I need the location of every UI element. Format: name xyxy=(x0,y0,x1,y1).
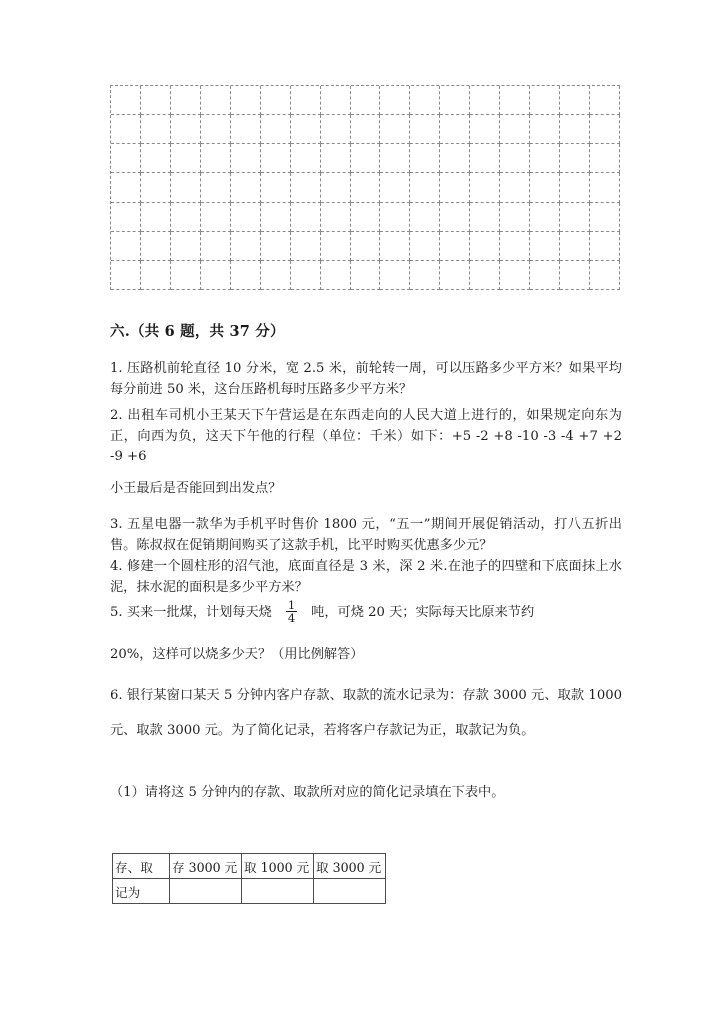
question-5-line-1 xyxy=(110,600,622,625)
grid-cell xyxy=(380,144,410,173)
grid-cell xyxy=(500,232,530,261)
grid-cell xyxy=(321,86,351,115)
fraction-numerator: 1 xyxy=(287,598,296,612)
table-cell: 取 1000 元 xyxy=(242,854,314,879)
grid-cell xyxy=(201,173,231,202)
grid-cell xyxy=(261,232,291,261)
grid-cell xyxy=(440,232,470,261)
grid-cell xyxy=(141,144,171,173)
grid-cell xyxy=(590,232,620,261)
grid-cell xyxy=(141,173,171,202)
grid-cell xyxy=(321,173,351,202)
grid-cell xyxy=(500,86,530,115)
grid-cell xyxy=(351,86,381,115)
grid-cell xyxy=(410,173,440,202)
grid-cell xyxy=(500,203,530,232)
answer-grid xyxy=(110,85,620,290)
grid-cell xyxy=(171,144,201,173)
grid-cell xyxy=(201,86,231,115)
grid-cell xyxy=(231,232,261,261)
grid-cell xyxy=(231,115,261,144)
grid-cell xyxy=(261,173,291,202)
grid-cell xyxy=(470,144,500,173)
table-cell: 取 3000 元 xyxy=(314,854,386,879)
grid-cell xyxy=(321,232,351,261)
grid-cell xyxy=(261,261,291,290)
grid-cell xyxy=(231,144,261,173)
grid-cell xyxy=(440,144,470,173)
grid-cell xyxy=(590,173,620,202)
grid-cell xyxy=(201,232,231,261)
grid-cell xyxy=(590,115,620,144)
grid-cell xyxy=(231,261,261,290)
grid-cell xyxy=(171,203,201,232)
grid-cell xyxy=(351,232,381,261)
grid-cell xyxy=(530,115,560,144)
grid-cell xyxy=(201,261,231,290)
grid-cell xyxy=(171,86,201,115)
grid-cell xyxy=(111,173,141,202)
grid-cell xyxy=(261,144,291,173)
grid-cell xyxy=(201,144,231,173)
table-answer-cell[interactable] xyxy=(242,879,314,904)
question-5-text-after-fraction: 吨，可烧 20 天；实际每天比原来节约 xyxy=(311,605,535,621)
question-6: 6. 银行某窗口某天 5 分钟内客户存款、取款的流水记录为：存款 3000 元、取款 1000 元、取款 3000 元。为了简化记录，若将客户存款记为正，取款记为负。 xyxy=(110,688,622,738)
grid-cell xyxy=(440,261,470,290)
grid-cell xyxy=(380,115,410,144)
grid-cell xyxy=(440,115,470,144)
grid-cell xyxy=(380,173,410,202)
grid-cell xyxy=(590,261,620,290)
grid-cell xyxy=(470,203,500,232)
question-5-line-2: 20%，这样可以烧多少天？（用比例解答） xyxy=(110,647,364,662)
grid-cell xyxy=(231,86,261,115)
grid-cell xyxy=(410,232,440,261)
grid-cell xyxy=(410,203,440,232)
grid-cell xyxy=(351,115,381,144)
grid-cell xyxy=(111,203,141,232)
grid-cell xyxy=(560,232,590,261)
grid-cell xyxy=(410,115,440,144)
grid-cell xyxy=(470,173,500,202)
grid-cell xyxy=(590,203,620,232)
grid-cell xyxy=(171,115,201,144)
grid-cell xyxy=(291,115,321,144)
grid-cell xyxy=(590,86,620,115)
grid-cell xyxy=(530,86,560,115)
grid-cell xyxy=(261,86,291,115)
grid-cell xyxy=(291,261,321,290)
grid-cell xyxy=(291,232,321,261)
grid-cell xyxy=(410,261,440,290)
grid-cell xyxy=(380,232,410,261)
table-answer-cell[interactable] xyxy=(314,879,386,904)
grid-cell xyxy=(500,173,530,202)
question-4: 4. 修建一个圆柱形的沼气池，底面直径是 3 米，深 2 米.在池子的四壁和下底面抹上水泥，抹水泥的面积是多少平方米？ xyxy=(110,559,622,595)
question-1: 1. 压路机前轮直径 10 分米，宽 2.5 米，前轮转一周，可以压路多少平方米？如果平均每分前进 50 米，这台压路机每时压路多少平方米？ xyxy=(110,361,622,397)
grid-cell xyxy=(231,203,261,232)
grid-cell xyxy=(380,261,410,290)
grid-cell xyxy=(440,173,470,202)
grid-cell xyxy=(111,261,141,290)
grid-cell xyxy=(261,115,291,144)
section-heading: 六.（共 6 题，共 37 分） xyxy=(110,323,285,340)
fraction-one-quarter xyxy=(286,599,297,624)
grid-cell xyxy=(201,115,231,144)
grid-cell xyxy=(351,144,381,173)
record-table xyxy=(112,853,386,904)
grid-cell xyxy=(261,203,291,232)
grid-cell xyxy=(141,261,171,290)
grid-cell xyxy=(560,203,590,232)
grid-cell xyxy=(171,173,201,202)
grid-cell xyxy=(530,173,560,202)
question-5-text-before-fraction: 5. 买来一批煤，计划每天烧 xyxy=(110,605,272,621)
grid-cell xyxy=(291,203,321,232)
grid-cell xyxy=(351,173,381,202)
grid-cell xyxy=(560,86,590,115)
grid-cell xyxy=(560,144,590,173)
question-6-part-1: （1）请将这 5 分钟内的存款、取款所对应的简化记录填在下表中。 xyxy=(110,785,505,800)
grid-cell xyxy=(530,203,560,232)
question-2: 2. 出租车司机小王某天下午营运是在东西走向的人民大道上进行的，如果规定向东为正，向西为负，这天下午他的行程（单位：千米）如下：+5 -2 +8 -10 -3 -4 +7 +2 -9 +6 xyxy=(110,408,622,464)
grid-cell xyxy=(321,261,351,290)
grid-cell xyxy=(470,115,500,144)
grid-cell xyxy=(440,86,470,115)
grid-cell xyxy=(321,144,351,173)
grid-cell xyxy=(291,173,321,202)
table-row xyxy=(113,854,386,879)
grid-cell xyxy=(500,144,530,173)
grid-cell xyxy=(530,232,560,261)
grid-cell xyxy=(560,261,590,290)
grid-cell xyxy=(111,115,141,144)
table-cell: 记为 xyxy=(113,879,170,904)
table-answer-cell[interactable] xyxy=(170,879,242,904)
grid-cell xyxy=(141,203,171,232)
question-2-followup: 小王最后是否能回到出发点？ xyxy=(110,481,282,496)
grid-cell xyxy=(380,86,410,115)
grid-cell xyxy=(530,144,560,173)
grid-cell xyxy=(111,144,141,173)
grid-cell xyxy=(201,203,231,232)
grid-cell xyxy=(530,261,560,290)
grid-cell xyxy=(141,232,171,261)
grid-cell xyxy=(440,203,470,232)
question-3: 3. 五星电器一款华为手机平时售价 1800 元，“五一”期间开展促销活动，打八五折出售。陈叔叔在促销期间购买了这款手机，比平时购买优惠多少元？ xyxy=(110,517,622,553)
grid-cell xyxy=(380,203,410,232)
grid-cell xyxy=(141,86,171,115)
table-cell: 存、取 xyxy=(113,854,170,879)
grid-cell xyxy=(560,173,590,202)
grid-cell xyxy=(590,144,620,173)
grid-cell xyxy=(231,173,261,202)
grid-cell xyxy=(560,115,590,144)
grid-cell xyxy=(470,86,500,115)
grid-cell xyxy=(410,86,440,115)
grid-cell xyxy=(351,203,381,232)
grid-cell xyxy=(351,261,381,290)
grid-cell xyxy=(171,232,201,261)
grid-cell xyxy=(500,115,530,144)
grid-cell xyxy=(111,232,141,261)
grid-cell xyxy=(410,144,440,173)
grid-cell xyxy=(470,261,500,290)
grid-cell xyxy=(291,144,321,173)
grid-cell xyxy=(321,115,351,144)
table-cell: 存 3000 元 xyxy=(170,854,242,879)
fraction-denominator: 4 xyxy=(287,611,296,626)
grid-cell xyxy=(171,261,201,290)
grid-cell xyxy=(111,86,141,115)
grid-cell xyxy=(141,115,171,144)
grid-cell xyxy=(470,232,500,261)
grid-cell xyxy=(500,261,530,290)
grid-cell xyxy=(321,203,351,232)
table-row xyxy=(113,879,386,904)
grid-cell xyxy=(291,86,321,115)
